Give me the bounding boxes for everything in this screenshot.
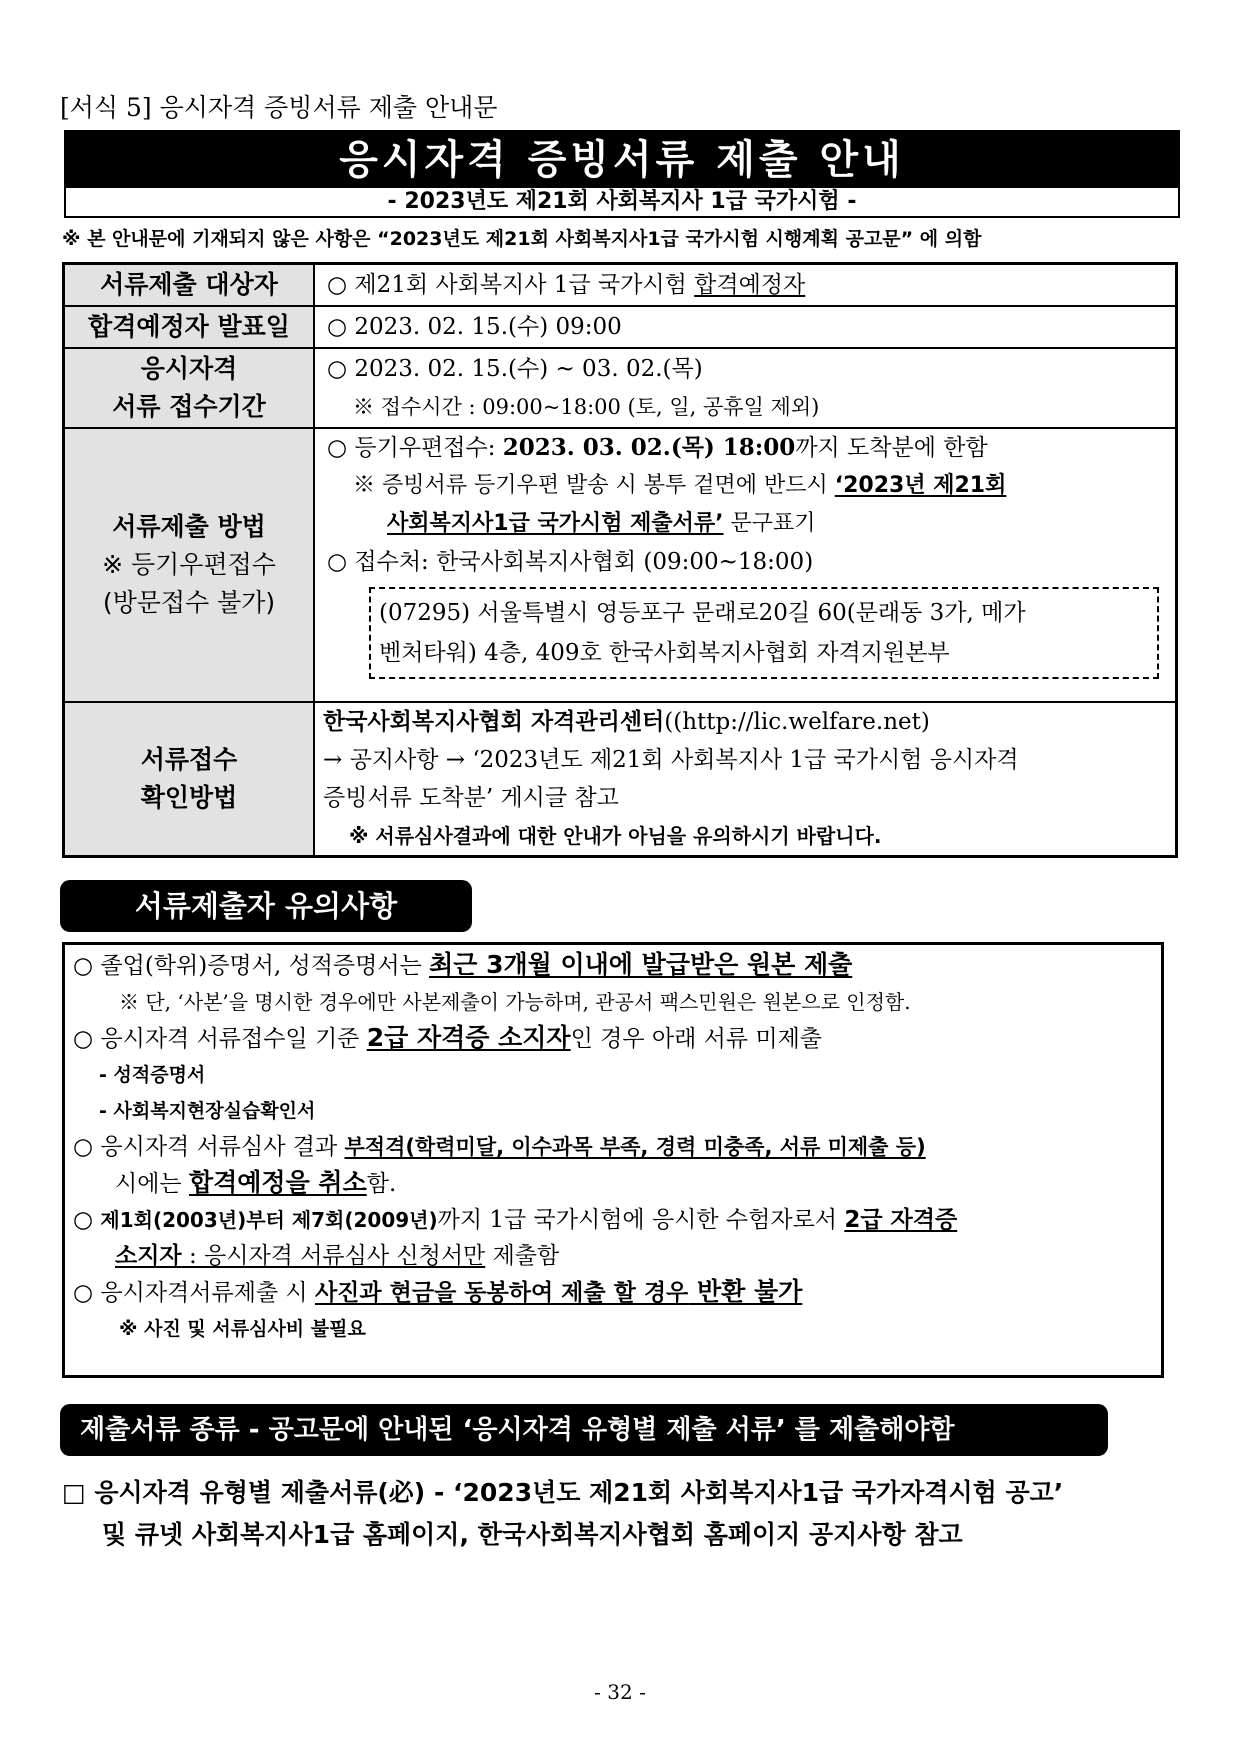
notice-line: ※ 본 안내문에 기재되지 않은 사항은 “2023년도 제21회 사회복지사1급 국가시험 시행계획 공고문” 에 의함 bbox=[62, 228, 982, 250]
header-confirm-l2: 확인방법 bbox=[140, 783, 238, 812]
caution-item-4-cont bbox=[73, 1238, 1153, 1274]
method-line2-a: ※ 증빙서류 등기우편 발송 시 봉투 겉면에 반드시 bbox=[353, 473, 835, 498]
header-method-l2: ※ 등기우편접수 bbox=[102, 550, 276, 579]
caution-item-3 bbox=[73, 1129, 1153, 1165]
row-target bbox=[64, 264, 1177, 307]
row-method bbox=[64, 428, 1177, 702]
types-line-2: 및 큐넷 사회복지사1급 홈페이지, 한국사회복지사협회 홈페이지 공지사항 참고 bbox=[102, 1520, 963, 1549]
caution-item-2-sub-2: - 사회복지현장실습확인서 bbox=[99, 1100, 316, 1122]
header-method-l1: 서류제출 방법 bbox=[112, 512, 266, 541]
header-confirm-l1: 서류접수 bbox=[140, 745, 238, 774]
address-line2: 벤처타워) 4층, 409호 한국사회복지사협회 자격지원본부 bbox=[379, 640, 950, 666]
confirm-center-name: 한국사회복지사협회 자격관리센터 bbox=[323, 709, 665, 735]
header-announce: 합격예정자 발표일 bbox=[64, 306, 315, 348]
target-emph: 합격예정자 bbox=[694, 272, 806, 298]
caution-item-2-a: ○ 응시자격 서류접수일 기준 bbox=[73, 1026, 367, 1052]
method-line1-c: 까지 도착분에 한함 bbox=[795, 435, 988, 461]
announce-text: ○ 2023. 02. 15.(수) 09:00 bbox=[314, 306, 1177, 348]
types-line-1: □ 응시자격 유형별 제출서류(必) - ‘2023년도 제21회 사회복지사1급 국가자격시험 공고’ bbox=[62, 1478, 1064, 1507]
address-box bbox=[369, 587, 1159, 679]
caution-item-2-sub-1: - 성적증명서 bbox=[99, 1064, 206, 1086]
method-line1-a: ○ 등기우편접수: bbox=[327, 435, 503, 461]
header-period-l1: 응시자격 bbox=[140, 354, 238, 383]
caution-item-3-a: ○ 응시자격 서류심사 결과 bbox=[73, 1134, 345, 1160]
info-table bbox=[62, 262, 1178, 858]
caution-item-4-c: 까지 1급 국가시험에 응시한 수험자로서 bbox=[437, 1207, 845, 1233]
confirm-line3: 증빙서류 도착분’ 게시글 참고 bbox=[323, 785, 619, 811]
caution-item-3-e: 함. bbox=[366, 1171, 397, 1197]
cell-target bbox=[314, 264, 1177, 307]
caution-item-1 bbox=[73, 947, 1153, 984]
page-number: - 32 - bbox=[594, 1680, 646, 1704]
caution-item-4-a: ○ bbox=[73, 1207, 101, 1233]
header-method bbox=[64, 428, 315, 702]
period-line2: ※ 접수시간 : 09:00~18:00 (토, 일, 공휴일 제외) bbox=[353, 395, 820, 419]
caution-item-5 bbox=[73, 1274, 1153, 1311]
address-line1: (07295) 서울특별시 영등포구 문래로20길 60(문래동 3가, 메가 bbox=[379, 600, 1026, 626]
page-title: 응시자격 증빙서류 제출 안내 bbox=[66, 132, 1178, 188]
row-announce bbox=[64, 306, 1177, 348]
page-subtitle: - 2023년도 제21회 사회복지사 1급 국가시험 - bbox=[387, 189, 857, 214]
method-line3 bbox=[327, 505, 1175, 543]
caution-item-5-note: ※ 사진 및 서류심사비 불필요 bbox=[119, 1318, 366, 1340]
caution-item-4-g: 제출함 bbox=[485, 1243, 560, 1269]
caution-item-1-note: ※ 단, ‘사본’을 명시한 경우에만 사본제출이 가능하며, 관공서 팩스민원은 원본으로 인정함. bbox=[119, 990, 911, 1014]
target-text: ○ 제21회 사회복지사 1급 국가시험 bbox=[327, 272, 695, 298]
caution-item-1-a: ○ 졸업(학위)증명서, 성적증명서는 bbox=[73, 953, 430, 979]
types-list bbox=[62, 1472, 1063, 1556]
caution-item-5-a: ○ 응시자격서류제출 시 bbox=[73, 1280, 315, 1306]
caution-item-4-holder: 소지자 bbox=[115, 1243, 182, 1269]
caution-item-3-cancel: 합격예정을 취소 bbox=[188, 1168, 367, 1197]
header-method-l3: (방문접수 불가) bbox=[102, 588, 276, 617]
caution-item-4-form: : 응시자격 서류심사 신청서만 bbox=[181, 1243, 486, 1269]
method-deadline: 2023. 03. 02.(목) 18:00 bbox=[502, 434, 796, 461]
caution-item-5-no-return: 반환 불가 bbox=[688, 1277, 803, 1306]
cell-period bbox=[314, 348, 1177, 428]
form-label: [서식 5] 응시자격 증빙서류 제출 안내문 bbox=[60, 93, 498, 122]
method-envelope-label-1: ‘2023년 제21회 bbox=[834, 473, 1007, 498]
method-line1 bbox=[327, 429, 1175, 467]
caution-item-2-emph: 2급 자격증 소지자 bbox=[366, 1023, 571, 1052]
method-line4-a: ○ 접수처 bbox=[327, 549, 422, 575]
method-line4-b: : 한국사회복지사협회 (09:00~18:00) bbox=[421, 549, 814, 575]
caution-item-3-emph: 부적격(학력미달, 이수과목 부족, 경력 미충족, 서류 미제출 등) bbox=[344, 1135, 926, 1159]
method-envelope-label-2: 사회복지사1급 국가시험 제출서류’ bbox=[387, 511, 724, 536]
title-box bbox=[64, 130, 1180, 218]
header-confirm bbox=[64, 702, 315, 857]
caution-item-5-emph: 사진과 현금을 동봉하여 제출 할 경우 bbox=[314, 1279, 689, 1306]
caution-item-4 bbox=[73, 1202, 1153, 1238]
caution-box bbox=[62, 942, 1164, 1378]
confirm-line2: → 공지사항 → ‘2023년도 제21회 사회복지사 1급 국가시험 응시자격 bbox=[323, 747, 1019, 773]
caution-item-4-period: 제1회(2003년)부터 제7회(2009년) bbox=[100, 1208, 438, 1232]
header-period-l2: 서류 접수기간 bbox=[112, 392, 266, 421]
method-line2 bbox=[327, 467, 1175, 505]
caution-item-3-c: 시에는 bbox=[115, 1171, 189, 1197]
period-line1: ○ 2023. 02. 15.(수) ~ 03. 02.(목) bbox=[327, 356, 703, 382]
types-heading: 제출서류 종류 - 공고문에 안내된 ‘응시자격 유형별 제출 서류’ 를 제출해야함 bbox=[60, 1404, 1108, 1456]
row-period bbox=[64, 348, 1177, 428]
header-period bbox=[64, 348, 315, 428]
caution-item-1-emph: 최근 3개월 이내에 발급받은 원본 제출 bbox=[429, 950, 853, 979]
cell-method bbox=[314, 428, 1177, 702]
caution-heading: 서류제출자 유의사항 bbox=[60, 880, 472, 932]
confirm-line1 bbox=[323, 703, 1175, 741]
cell-confirm bbox=[314, 702, 1177, 857]
caution-item-2 bbox=[73, 1020, 1153, 1057]
confirm-url[interactable]: ((http://lic.welfare.net) bbox=[664, 709, 930, 735]
row-confirm bbox=[64, 702, 1177, 857]
confirm-note: ※ 서류심사결과에 대한 안내가 아님을 유의하시기 바랍니다. bbox=[349, 824, 882, 848]
method-line3-c: 문구표기 bbox=[723, 511, 816, 536]
caution-item-4-license: 2급 자격증 bbox=[844, 1207, 958, 1233]
caution-item-3-cont bbox=[73, 1165, 1153, 1202]
method-line4 bbox=[327, 543, 1175, 581]
caution-item-2-c: 인 경우 아래 서류 미제출 bbox=[570, 1026, 823, 1052]
header-target: 서류제출 대상자 bbox=[64, 264, 315, 307]
